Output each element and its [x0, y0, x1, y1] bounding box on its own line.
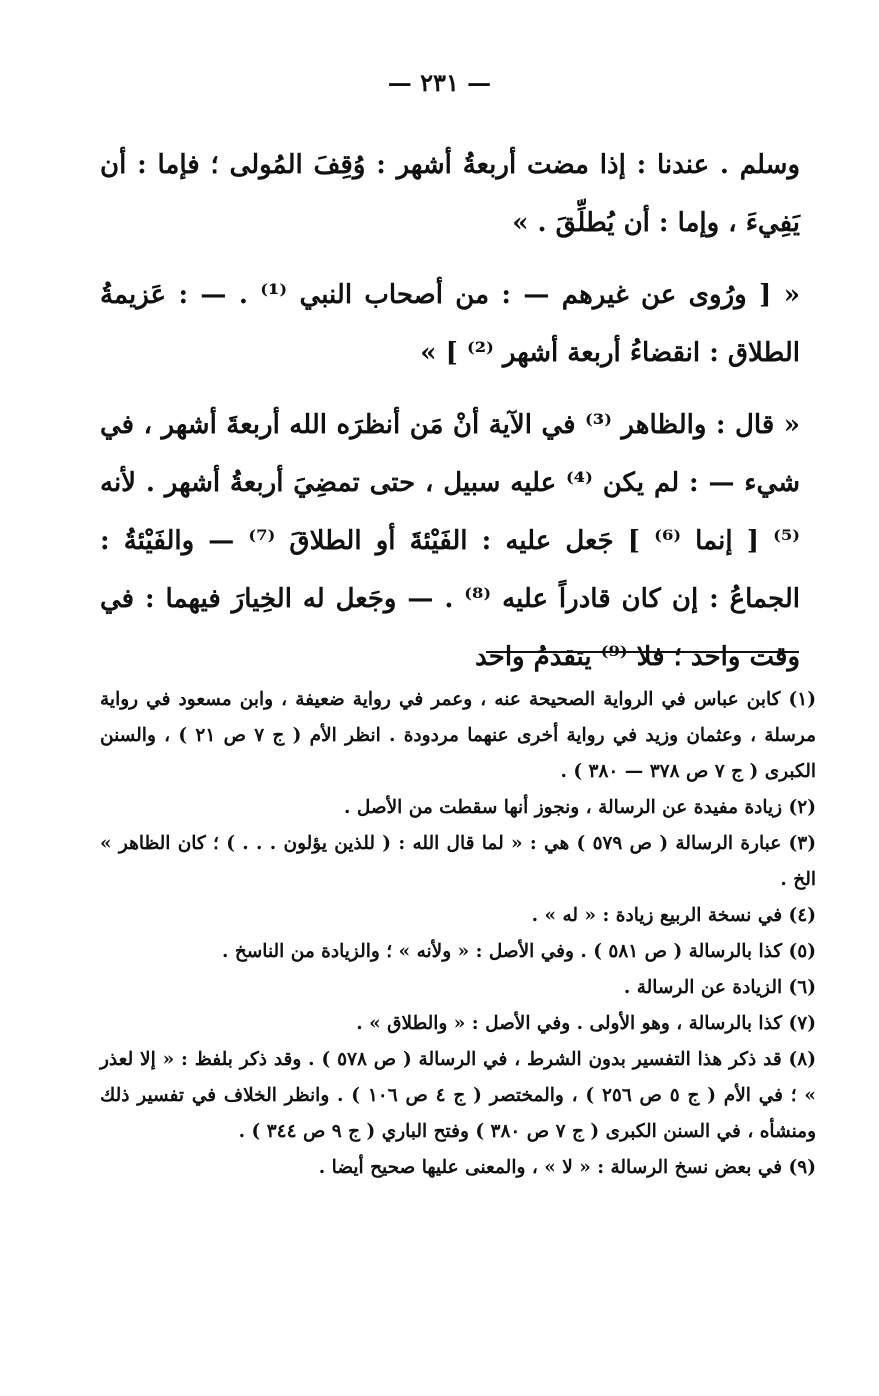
footnote-7: (٧) كذا بالرسالة ، وهو الأولى . وفي الأصل : « والطلاق » . — [356, 1013, 816, 1034]
main-paragraph-3: « قال : والظاهر ⁽³⁾ في الآية أنْ مَن أنظرَه الله أربعةَ أشهر ، في شيء — : لم يكن ⁽⁴⁾ عليه سبيل ، حتى تمضِيَ أربعةُ أشهر . لأنه ⁽⁵⁾ [ إنما ⁽⁶⁾ ] جَعل عليه : الفَيْئةَ أو الطلاقَ ⁽⁷⁾ — والفَيْئةُ : الجماعُ : إن كان قادراً عليه ⁽⁸⁾ . — وجَعل له الخِيارَ فيهما : في وقت واحد ؛ فلا ⁽⁹⁾ يتقدمُ واحد — [100, 410, 801, 672]
footnotes — [100, 682, 816, 1186]
footnote-9: (٩) في بعض نسخ الرسالة : « لا » ، والمعنى عليها صحيح أيضا . — [318, 1157, 816, 1178]
main-text — [100, 136, 800, 686]
footnote-8: (٨) قد ذكر هذا التفسير بدون الشرط ، في الرسالة ( ص ٥٧٨ ) . وقد ذكر بلفظ : « إلا لعذر » ؛ في الأم ( ج ٥ ص ٢٥٦ ) ، والمختصر ( ج ٤ ص ١٠٦ ) . وانظر الخلاف في تفسير ذلك ومنشأه ، في السنن الكبرى ( ج ٧ ص ٣٨٠ ) وفتح الباري ( ج ٩ ص ٣٤٤ ) . — [100, 1049, 816, 1142]
footnote-5: (٥) كذا بالرسالة ( ص ٥٨١ ) . وفي الأصل : « ولأنه » ؛ والزيادة من الناسخ . — [221, 941, 816, 962]
footnote-3: (٣) عبارة الرسالة ( ص ٥٧٩ ) هي : « لما قال الله : ( للذين يؤلون . . . ) ؛ كان الظاهر » الخ . — [100, 833, 816, 890]
main-paragraph-2: « [ ورُوى عن غيرهم — : من أصحاب النبي ⁽¹⁾ . — : عَزيمةُ الطلاق : انقضاءُ أربعة أشهر ⁽²⁾ ] » — [100, 280, 801, 368]
footnote-2: (٢) زيادة مفيدة عن الرسالة ، ونجوز أنها سقطت من الأصل . — [344, 797, 816, 818]
page-number: — ٢٣١ — — [387, 68, 492, 97]
footnote-4: (٤) في نسخة الربيع زيادة : « له » . — [531, 905, 816, 926]
footnote-divider — [486, 651, 799, 653]
footnote-6: (٦) الزيادة عن الرسالة . — [623, 977, 816, 998]
main-paragraph-1: وسلم . عندنا : إذا مضت أربعةُ أشهر : وُقِفَ المُولى ؛ فإما : أن يَفِيءَ ، وإما : أن يُطلِّقَ . » — [100, 150, 800, 238]
footnote-1: (١) كابن عباس في الرواية الصحيحة عنه ، وعمر في رواية ضعيفة ، وابن مسعود في رواية مرسلة ، وعثمان وزيد في رواية أخرى عنهما مردودة . انظر الأم ( ج ٧ ص ٢١ ) ، والسنن الكبرى ( ج ٧ ص ٣٧٨ — ٣٨٠ ) . — [100, 689, 816, 782]
